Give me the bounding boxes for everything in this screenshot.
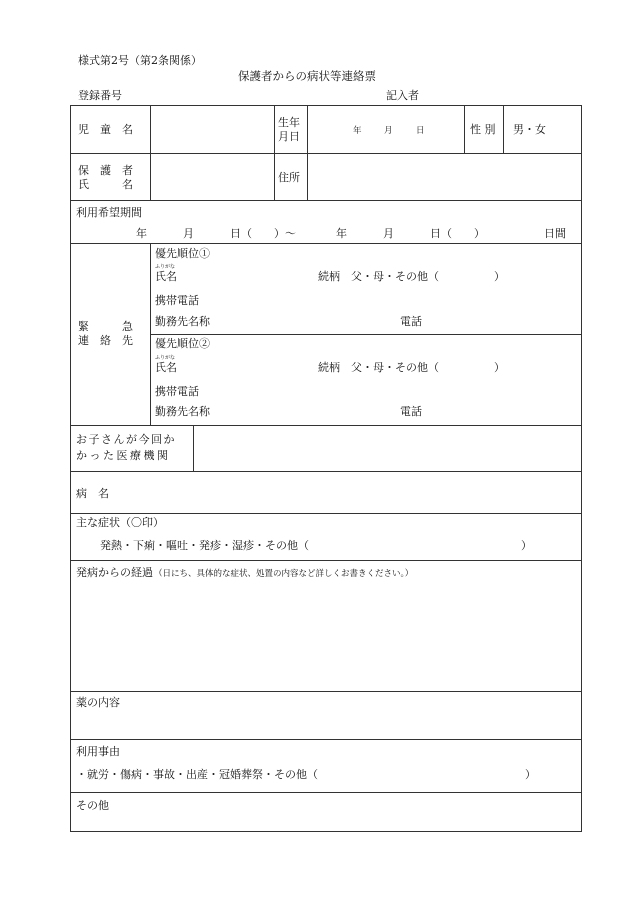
guardian-label-line2: 氏 名 xyxy=(78,178,133,191)
birth-year-unit: 年 xyxy=(353,126,362,136)
contact2-workplace-label: 勤務先名称 xyxy=(155,405,210,418)
divider xyxy=(70,560,582,561)
divider xyxy=(70,739,582,740)
symptoms-options[interactable]: 発熱・下痢・嘔吐・発疹・湿疹・その他（ xyxy=(100,539,309,552)
period-end-day: 日（ ） xyxy=(430,227,485,240)
period-days: 日間 xyxy=(544,227,566,240)
contact2-mobile-label: 携帯電話 xyxy=(155,385,199,398)
divider xyxy=(70,425,582,426)
sex-label: 性 別 xyxy=(470,123,496,136)
column-divider xyxy=(307,106,308,200)
divider xyxy=(70,513,582,514)
contact2-relation: 続柄 父・母・その他（ ） xyxy=(318,361,505,374)
other-label: その他 xyxy=(76,799,109,812)
period-start-day: 日（ ）～ xyxy=(230,227,296,240)
reason-label: 利用事由 xyxy=(76,745,120,758)
form-number: 様式第2号（第2条関係） xyxy=(78,54,202,67)
birth-day-unit: 日 xyxy=(416,126,425,136)
birth-month-unit: 月 xyxy=(384,126,393,136)
contact1-relation: 続柄 父・母・その他（ ） xyxy=(318,270,505,283)
contact2-furigana: ふりがな xyxy=(155,355,176,361)
writer-label: 記入者 xyxy=(386,89,419,102)
reason-options[interactable]: ・就労・傷病・事故・出産・冠婚葬祭・その他（ xyxy=(76,768,318,781)
contact2-priority: 優先順位② xyxy=(155,337,210,350)
contact1-workplace-label: 勤務先名称 xyxy=(155,315,210,328)
symptoms-label: 主な症状（〇印） xyxy=(76,516,164,529)
period-end-month: 月 xyxy=(383,227,394,240)
contact1-priority: 優先順位① xyxy=(155,247,210,260)
period-start-year: 年 xyxy=(136,227,147,240)
divider xyxy=(150,334,582,335)
medicine-label: 薬の内容 xyxy=(76,696,120,709)
sex-options[interactable]: 男・女 xyxy=(513,123,546,136)
registration-number-label: 登録番号 xyxy=(78,89,122,102)
contact2-phone-label: 電話 xyxy=(400,405,422,418)
contact1-phone-label: 電話 xyxy=(400,315,422,328)
column-divider xyxy=(503,106,504,153)
child-name-label: 児 童 名 xyxy=(78,123,133,136)
period-end-year: 年 xyxy=(336,227,347,240)
emergency-label-line1: 緊 急 xyxy=(78,320,133,333)
medical-label-line1: お子さんが今回か xyxy=(76,433,176,446)
disease-label: 病 名 xyxy=(76,487,109,500)
contact1-name-label: 氏名 xyxy=(155,270,177,283)
column-divider xyxy=(464,106,465,153)
column-divider xyxy=(150,106,151,200)
reason-close: ） xyxy=(525,768,536,781)
period-label: 利用希望期間 xyxy=(76,206,142,219)
column-divider xyxy=(274,106,275,200)
contact1-mobile-label: 携帯電話 xyxy=(155,294,199,307)
medical-label-line2: かった医療機関 xyxy=(76,449,171,462)
guardian-label-line1: 保 護 者 xyxy=(78,164,133,177)
address-label: 住所 xyxy=(278,171,300,184)
divider xyxy=(70,691,582,692)
form-table xyxy=(70,105,582,832)
contact2-name-label: 氏名 xyxy=(155,361,177,374)
progress-label: 発病からの経過 xyxy=(76,566,153,579)
divider xyxy=(70,471,582,472)
divider xyxy=(70,200,582,201)
birth-label-line1: 生年 xyxy=(278,116,300,129)
column-divider xyxy=(193,426,194,471)
contact1-furigana: ふりがな xyxy=(155,264,176,270)
divider xyxy=(70,792,582,793)
divider xyxy=(70,243,582,244)
progress-note: （日にち、具体的な症状、処置の内容など詳しくお書きください。） xyxy=(154,569,414,579)
period-start-month: 月 xyxy=(183,227,194,240)
emergency-label-line2: 連 絡 先 xyxy=(78,334,133,347)
divider xyxy=(70,153,582,154)
column-divider xyxy=(150,244,151,425)
form-title: 保護者からの病状等連絡票 xyxy=(238,69,376,83)
symptoms-close: ） xyxy=(521,539,532,552)
birth-label-line2: 月日 xyxy=(278,130,300,143)
